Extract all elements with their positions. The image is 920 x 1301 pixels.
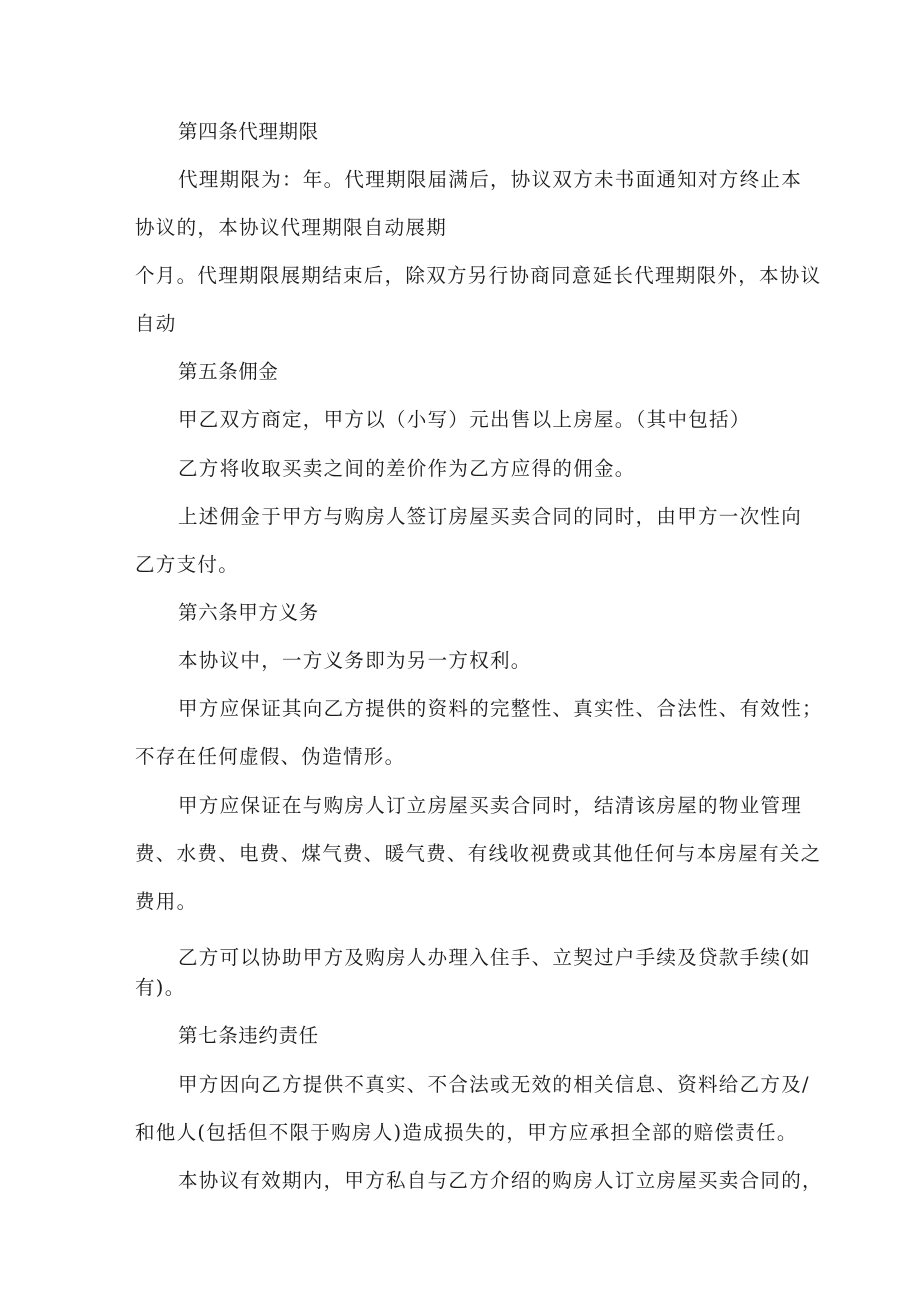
article-5-heading: 第五条佣金 xyxy=(178,360,279,383)
article-4-paragraph-2-line-1: 个月。代理期限展期结束后，除双方另行协商同意延长代理期限外，本协议 xyxy=(135,264,822,287)
article-7-heading: 第七条违约责任 xyxy=(178,1024,319,1047)
article-6-paragraph-3-line-1: 甲方应保证在与购房人订立房屋买卖合同时，结清该房屋的物业管理 xyxy=(178,794,803,817)
article-7-paragraph-1-line-2: 和他人(包括但不限于购房人)造成损失的，甲方应承担全部的赔偿责任。 xyxy=(135,1121,798,1144)
article-7-paragraph-1-line-1: 甲方因向乙方提供不真实、不合法或无效的相关信息、资料给乙方及/ xyxy=(178,1073,810,1096)
article-6-paragraph-1: 本协议中，一方义务即为另一方权利。 xyxy=(178,649,532,672)
article-6-paragraph-4-line-1: 乙方可以协助甲方及购房人办理入住手、立契过户手续及贷款手续(如 xyxy=(178,946,811,969)
article-6-paragraph-4-line-2: 有)。 xyxy=(135,976,186,999)
article-4-heading: 第四条代理期限 xyxy=(178,120,319,143)
article-5-paragraph-3-line-1: 上述佣金于甲方与购房人签订房屋买卖合同的同时，由甲方一次性向 xyxy=(178,505,803,528)
article-5-paragraph-3-line-2: 乙方支付。 xyxy=(135,553,240,576)
article-5-paragraph-2: 乙方将收取买卖之间的差价作为乙方应得的佣金。 xyxy=(178,457,636,480)
article-6-paragraph-2-line-1: 甲方应保证其向乙方提供的资料的完整性、真实性、合法性、有效性； xyxy=(178,697,823,720)
article-6-paragraph-3-line-3: 费用。 xyxy=(135,890,198,913)
article-6-paragraph-3-line-2: 费、水费、电费、煤气费、暖气费、有线收视费或其他任何与本房屋有关之 xyxy=(135,842,822,865)
article-4-paragraph-1-line-1: 代理期限为：年。代理期限届满后，协议双方未书面通知对方终止本 xyxy=(178,168,803,191)
article-6-paragraph-2-line-2: 不存在任何虚假、伪造情形。 xyxy=(135,745,406,768)
article-7-paragraph-2-line-1: 本协议有效期内，甲方私自与乙方介绍的购房人订立房屋买卖合同的， xyxy=(178,1169,823,1192)
article-4-paragraph-1-line-2: 协议的，本协议代理期限自动展期 xyxy=(135,216,448,239)
article-5-paragraph-1: 甲乙双方商定，甲方以（小写）元出售以上房屋。（其中包括） xyxy=(178,408,751,431)
article-4-paragraph-2-line-2: 自动 xyxy=(135,312,177,335)
article-6-heading: 第六条甲方义务 xyxy=(178,601,319,624)
